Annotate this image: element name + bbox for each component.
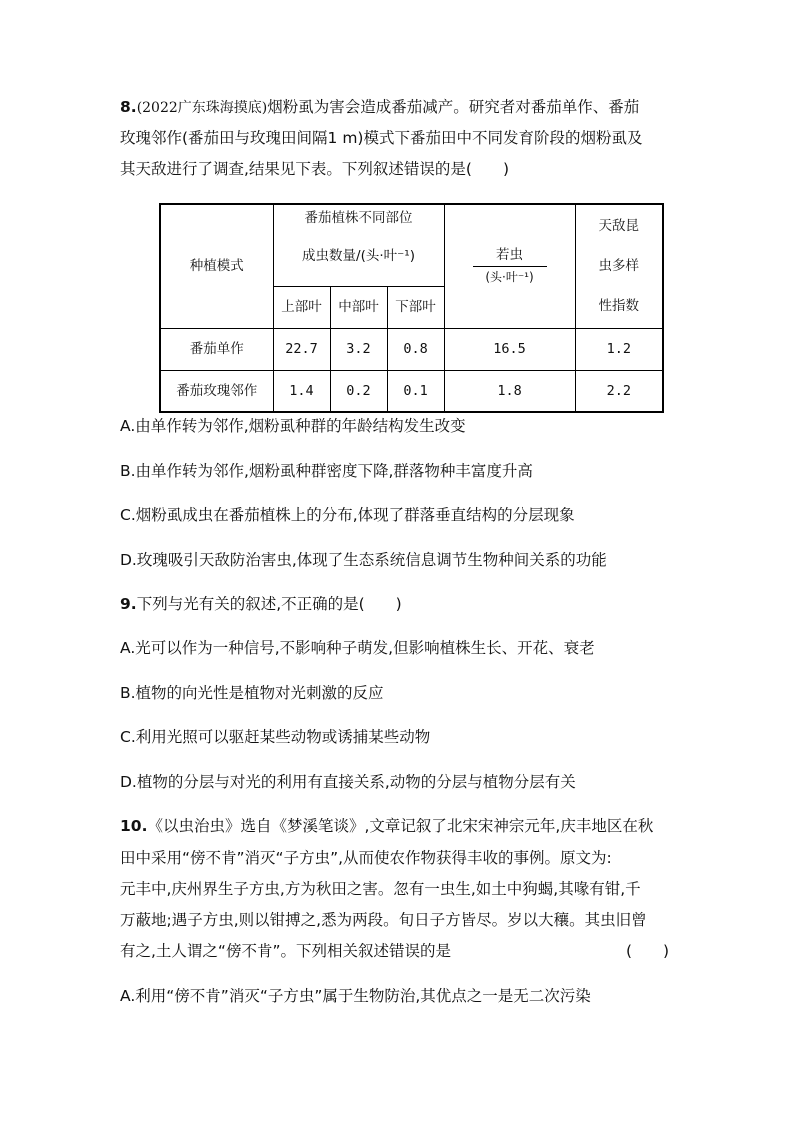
q8-number: 8. [120, 98, 137, 116]
q8-stem-line2: 玫瑰邻作(番茄田与玫瑰田间隔1 m)模式下番茄田中不同发育阶段的烟粉虱及 [120, 129, 643, 147]
table-header-mode: 种植模式 [160, 204, 273, 328]
table-header-index-line3: 性指数 [598, 298, 640, 315]
row-lower: 0.1 [387, 370, 444, 412]
q9-option-d: D.植物的分层与对光的利用有直接关系,动物的分层与植物分层有关 [120, 773, 576, 791]
q10-stem-line2: 田中采用“傍不肯”消灭“子方虫”,从而使农作物获得丰收的事例。原文为: [120, 849, 612, 867]
row-index: 2.2 [575, 370, 663, 412]
q10-stem-line4: 万蔽地;遇子方虫,则以钳搏之,悉为两段。旬日子方皆尽。岁以大穰。其虫旧曾 [120, 911, 647, 929]
q8-option-d: D.玫瑰吸引天敌防治害虫,体现了生态系统信息调节生物种间关系的功能 [120, 551, 607, 569]
q9-stem [120, 594, 402, 614]
q10-stem-text1: 《以虫治虫》选自《梦溪笔谈》,文章记叙了北宋宋神宗元年,庆丰地区在秋 [147, 817, 654, 835]
row-nymph: 16.5 [444, 328, 575, 370]
table-header-lower: 下部叶 [387, 286, 444, 328]
q8-option-c: C.烟粉虱成虫在番茄植株上的分布,体现了群落垂直结构的分层现象 [120, 506, 575, 524]
q8-stem-line3: 其天敌进行了调查,结果见下表。下列叙述错误的是( ) [120, 160, 510, 178]
table-header-adult [273, 204, 444, 286]
q10-stem-line5: 有之,土人谓之“傍不肯”。下列相关叙述错误的是 [120, 942, 451, 960]
table-header-adult-line1: 番茄植株不同部位 [304, 210, 413, 226]
q8-stem-text1: 烟粉虱为害会造成番茄减产。研究者对番茄单作、番茄 [267, 98, 640, 116]
q9-option-a: A.光可以作为一种信号,不影响种子萌发,但影响植株生长、开花、衰老 [120, 639, 595, 657]
table-header-upper: 上部叶 [273, 286, 330, 328]
q8-option-b: B.由单作转为邻作,烟粉虱种群密度下降,群落物种丰富度升高 [120, 462, 533, 480]
table-row [160, 328, 663, 370]
table-header-middle: 中部叶 [330, 286, 387, 328]
table-row [160, 370, 663, 412]
q10-stem-line1 [120, 816, 653, 836]
row-mode: 番茄单作 [160, 328, 273, 370]
q10-answer-paren: ( ) [626, 942, 670, 960]
table-header-index [575, 204, 663, 328]
row-middle: 0.2 [330, 370, 387, 412]
table-header-index-line1: 天敌昆 [598, 218, 640, 235]
q8-stem-line1 [120, 97, 639, 118]
q10-stem-line3: 元丰中,庆州界生子方虫,方为秋田之害。忽有一虫生,如土中狗蝎,其喙有钳,千 [120, 880, 641, 898]
q10-number: 10. [120, 817, 148, 835]
q8-data-table [159, 203, 664, 413]
row-mode: 番茄玫瑰邻作 [160, 370, 273, 412]
row-middle: 3.2 [330, 328, 387, 370]
row-upper: 1.4 [273, 370, 330, 412]
q8-option-a: A.由单作转为邻作,烟粉虱种群的年龄结构发生改变 [120, 417, 466, 435]
q9-stem-text: 下列与光有关的叙述,不正确的是( ) [136, 595, 402, 613]
table-header-nymph-unit: (头·叶⁻¹) [485, 270, 534, 285]
table-header-index-line2: 虫多样 [598, 258, 640, 275]
row-lower: 0.8 [387, 328, 444, 370]
row-nymph: 1.8 [444, 370, 575, 412]
table-header-nymph [444, 204, 575, 328]
table-header-adult-line2: 成虫数量/(头·叶⁻¹) [302, 248, 415, 264]
q9-option-c: C.利用光照可以驱赶某些动物或诱捕某些动物 [120, 728, 431, 746]
q10-option-a: A.利用“傍不肯”消灭“子方虫”属于生物防治,其优点之一是无二次污染 [120, 987, 591, 1005]
q9-option-b: B.植物的向光性是植物对光刺激的反应 [120, 684, 384, 702]
row-index: 1.2 [575, 328, 663, 370]
q8-source: (2022广东珠海摸底) [136, 100, 268, 116]
row-upper: 22.7 [273, 328, 330, 370]
q9-number: 9. [120, 595, 137, 613]
table-header-nymph-label: 若虫 [473, 246, 547, 267]
